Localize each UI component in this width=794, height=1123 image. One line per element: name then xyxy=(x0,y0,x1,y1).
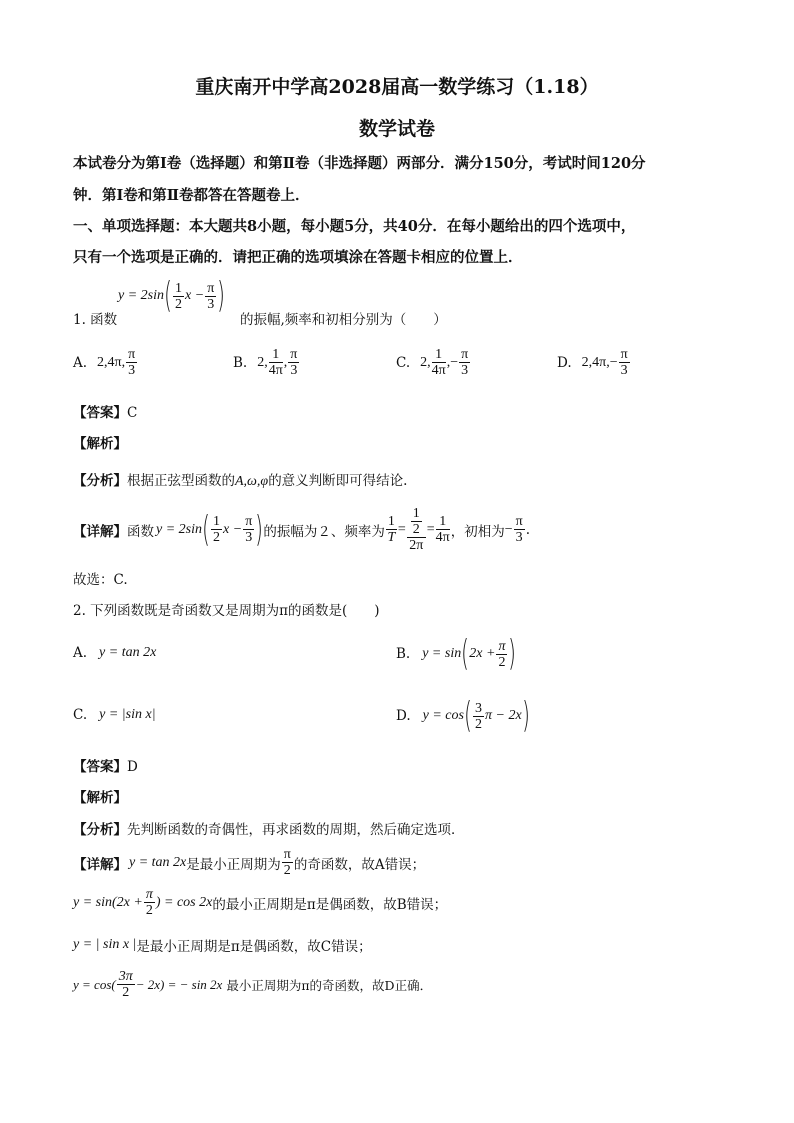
q1-analysis-label: 【解析】 xyxy=(73,436,127,452)
q2-option-c: C. y = |sin x| xyxy=(73,707,156,723)
q2-option-a: A. y = tan 2x xyxy=(73,645,157,661)
q1-option-b: B. 2, $\frac{1}{4\pi}$ , $\frac{\pi}{3}$ xyxy=(233,347,298,378)
q2-fenxi: 【分析】先判断函数的奇偶性，再求函数的周期，然后确定选项． xyxy=(73,822,465,838)
q1-stem-tail: 的振幅,频率和初相分别为（ ） xyxy=(240,312,447,328)
q2-stem: 2. 下列函数既是奇函数又是周期为π的函数是( ) xyxy=(73,603,380,619)
q2-option-b: B. y = sin ( 2x + $\frac{\pi}{2}$ ) xyxy=(396,633,517,674)
q1-answer: 【答案】C xyxy=(73,405,138,421)
intro-line-1: 本试卷分为第Ⅰ卷（选择题）和第Ⅱ卷（非选择题）两部分．满分150分，考试时间120分 xyxy=(73,155,646,172)
intro-line-2: 钟．第Ⅰ卷和第Ⅱ卷都答在答题卷上． xyxy=(73,187,310,204)
q2-analysis-label: 【解析】 xyxy=(73,790,127,806)
q2-detail-line-4: y = cos( $\frac{3\pi}{2}$ − 2x) = − sin 2x 最小正周期为π的奇函数，故D正确． xyxy=(73,969,433,1000)
q1-option-d: D. 2,4π,− $\frac{\pi}{3}$ xyxy=(557,347,628,378)
q1-fenxi: 【分析】根据正弦型函数的A,ω,φ的意义判断即可得结论. xyxy=(73,473,408,489)
section-heading-line-2: 只有一个选项是正确的．请把正确的选项填涂在答题卡相应的位置上． xyxy=(73,249,523,266)
section-heading-line-1: 一、单项选择题：本大题共8小题，每小题5分，共40分．在每小题给出的四个选项中， xyxy=(73,218,636,235)
q1-detail: 【详解】 函数 y = 2sin ( $\frac{1}{2}$ x − $\frac{\pi}{3}$ ) 的振幅为２、频率为 $\frac{1}{T}$ = $\frac{\frac{1}{2}}{2\pi}$ = $\frac{1}{4\pi}$ ，初相为 − $\frac{\pi}{3}$ . xyxy=(73,506,531,553)
q2-detail-line-1: 【详解】 y = tan 2x 是最小正周期为 $\frac{\pi}{2}$ 的奇函数，故A错误； xyxy=(73,847,426,878)
q1-frac-pi3: $\frac{\pi}{3}$ xyxy=(207,280,215,312)
q1-formula: y = 2sin ( $\frac{1}{2}$ x − $\frac{\pi}{3}$ ) xyxy=(118,275,226,316)
q1-option-a: A. 2,4π, $\frac{\pi}{3}$ xyxy=(73,347,136,378)
q1-conclusion: 故选：C. xyxy=(73,572,128,588)
q2-answer: 【答案】D xyxy=(73,759,138,775)
q1-number: 1. 函数 xyxy=(73,312,118,328)
q1-frac-half: $\frac{1}{2}$ xyxy=(175,280,183,312)
page-subtitle: 数学试卷 xyxy=(358,118,435,140)
q1-option-c: C. 2, $\frac{1}{4\pi}$ , − $\frac{\pi}{3}$ xyxy=(396,347,469,378)
q2-detail-line-2: y = sin(2x + $\frac{\pi}{2}$ ) = cos 2x 的最小正周期是π是偶函数，故B错误； xyxy=(73,887,448,918)
page-title: 重庆南开中学高2028届高一数学练习（1.18） xyxy=(195,76,599,98)
q2-detail-line-3: y = | sin x | 是最小正周期是π是偶函数，故C错误； xyxy=(73,937,372,955)
q2-option-d: D. y = cos ( $\frac{3}{2}$ π − 2x ) xyxy=(396,695,530,736)
